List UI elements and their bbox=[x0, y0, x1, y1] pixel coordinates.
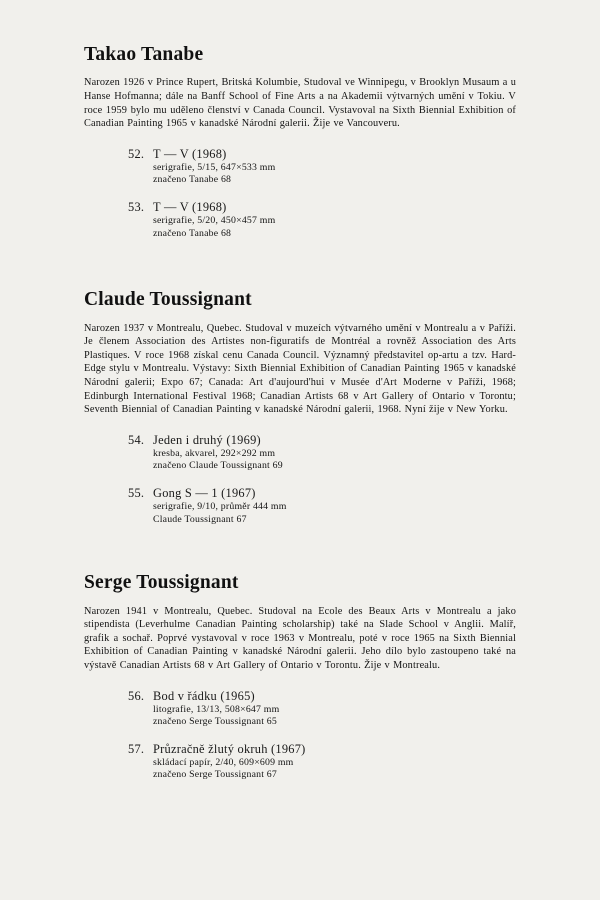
catalogue-entry-list bbox=[84, 146, 516, 240]
entry-signature: značeno Claude Toussignant 69 bbox=[153, 460, 283, 472]
entry-title: T — V (1968) bbox=[153, 146, 227, 161]
entry-number: 55. bbox=[128, 485, 145, 500]
page-content bbox=[84, 44, 516, 782]
catalogue-entry bbox=[128, 688, 516, 729]
entry-title-row bbox=[128, 432, 516, 448]
entry-title: T — V (1968) bbox=[153, 200, 227, 214]
entry-signature: Claude Toussignant 67 bbox=[153, 513, 247, 525]
catalogue-entry bbox=[128, 741, 516, 782]
entry-number: 53. bbox=[128, 200, 145, 214]
artist-name-heading: Serge Toussignant bbox=[84, 572, 239, 594]
artist-name-heading: Claude Toussignant bbox=[84, 289, 252, 311]
entry-title: Gong S — 1 (1967) bbox=[153, 485, 256, 500]
entry-signature: značeno Tanabe 68 bbox=[153, 227, 232, 239]
entry-number: 57. bbox=[128, 741, 145, 756]
entry-title: Průzračně žlutý okruh (1967) bbox=[153, 741, 306, 756]
catalogue-entry bbox=[128, 432, 516, 473]
catalogue-entry bbox=[128, 146, 516, 187]
entry-title-row bbox=[128, 146, 516, 162]
entry-technique: kresba, akvarel, 292×292 mm bbox=[153, 447, 276, 459]
entry-title-row bbox=[128, 199, 516, 215]
artist-section-claude-toussignant bbox=[84, 289, 516, 526]
entry-title: Jeden i druhý (1969) bbox=[153, 432, 261, 447]
entry-title-row bbox=[128, 741, 516, 757]
artist-section-takao-tanabe bbox=[84, 44, 516, 240]
artist-biography: Narozen 1926 v Prince Rupert, Britská Kolumbie, Studoval ve Winnipegu, v Brooklyn Musaum a u Hanse Hofmanna; dále na Banff School of Fine Arts a na Akademii výtvarných umění v Tokiu. V roce 1959 bylo mu uděleno členství v Canada Council. Vystavoval na Sixth Biennial Exhibition of Canadian Painting 1965 v kanadské Národní galerii. Žije ve Vancouveru. bbox=[84, 77, 516, 130]
entry-number: 56. bbox=[128, 688, 145, 703]
entry-technique: serigrafie, 5/20, 450×457 mm bbox=[153, 215, 276, 226]
section-spacer bbox=[84, 526, 516, 572]
section-spacer bbox=[84, 240, 516, 289]
entry-title: Bod v řádku (1965) bbox=[153, 688, 255, 703]
entry-technique: serigrafie, 9/10, průměr 444 mm bbox=[153, 500, 287, 512]
artist-name-heading: Takao Tanabe bbox=[84, 44, 204, 65]
catalogue-entry-list bbox=[84, 688, 516, 782]
entry-technique: litografie, 13/13, 508×647 mm bbox=[153, 703, 280, 715]
entry-title-row bbox=[128, 688, 516, 704]
entry-number: 54. bbox=[128, 432, 145, 447]
artist-biography: Narozen 1937 v Montrealu, Quebec. Studoval v muzeích výtvarného umění v Montrealu a v Paříži. Je členem Association des Artistes non-figuratifs de Montréal a rovněž Association des Arts Plastiques. V roce 1968 získal cenu Canada Council. Významný představitel op-artu a tzv. Hard-Edge stylu v Montrealu. Výstavy: Sixth Biennial Exhibition of Canadian Painting 1965 v kanadské Národní galerii; Expo 67; Canada: Art d'aujourd'hui v Musée d'Art Moderne v Paříži, 1968; Edinburgh International Festival 1968; Canadian Artists 68 v Art Gallery of Ontario v Torontu; Seventh Biennial of Canadian Painting v kanadské Národní galerii, 1968. Nyní žije v New Yorku. bbox=[84, 322, 516, 416]
catalogue-entry bbox=[128, 485, 516, 526]
catalogue-entry-list bbox=[84, 432, 516, 526]
entry-title-row bbox=[128, 485, 516, 501]
artist-biography: Narozen 1941 v Montrealu, Quebec. Studoval na Ecole des Beaux Arts v Montrealu a jako stipendista (Leverhulme Canadian Painting scholarship) také na Slade School v Anglii. Malíř, grafik a sochař. Poprvé vystavoval v roce 1963 v Montrealu, poté v roce 1965 na Sixth Biennial Exhibition of Canadian Painting v kanadské Národní galerii. Jeho dílo bylo zastoupeno také na výstavě Canadian Artists 68 v Art Gallery of Ontario v Torontu. Žije v Montrealu. bbox=[84, 605, 516, 671]
entry-signature: značeno Serge Toussignant 65 bbox=[153, 716, 277, 728]
entry-signature: značeno Serge Toussignant 67 bbox=[153, 769, 277, 781]
entry-signature: značeno Tanabe 68 bbox=[153, 174, 232, 186]
entry-technique: skládací papír, 2/40, 609×609 mm bbox=[153, 756, 294, 768]
artist-section-serge-toussignant bbox=[84, 572, 516, 782]
catalogue-entry bbox=[128, 199, 516, 240]
entry-number: 52. bbox=[128, 146, 145, 161]
entry-technique: serigrafie, 5/15, 647×533 mm bbox=[153, 161, 276, 173]
